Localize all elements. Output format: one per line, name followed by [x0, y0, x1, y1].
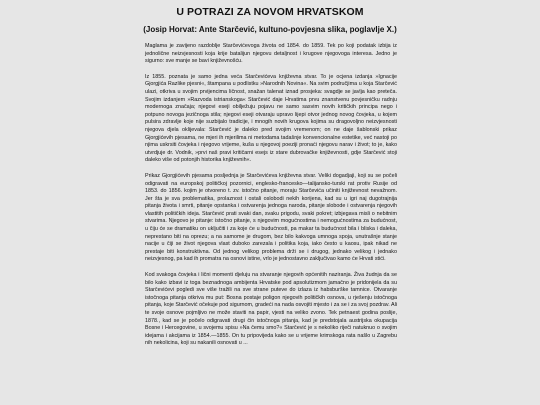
- paragraph-4: Kod svakoga čovjeka i lični momenti djeluju na stvaranje njegovih općenitih naziranja. Živa žudnja da se bilo kako izbavi iz toga beznadnoga ambijenta Hrvatske pod apsolutizmom jamačno je pridonijela da su Starčevićevi pogledi sve više tražili na sve strane puteve do izlaza iz habsburške tamnice. Otvaranje istočnoga pitanja otkriva mu put: Bosna postaje poligon njegovih političkih osnova, u rješenju istočnoga pitanja, koje Starčević očekuje pod sigurnom, gradeći na nada osvojiti mjesto i za se i za svoj pozdrav. Ali te svoje osnove pojmljivo ne može staviti na papir, vjesti na veliko zvono. Tek petnaest godina poslije, 1878., kad se je počelo odigravati drugi čin istočnoga pitanja, kad je predstojala austrijska okupacija Bosne i Hercegovine, u svojemu spisu »Na čemu smo?« Starčević je s nekoliko riječi natuknuo o svojim idejama i akcijama iz 1854.—1855. On tu pripovijeda kako se u vrijeme krimskoga rata našlo u Zagrebu nih nekolicina, koji su nakanili osnovati u ...: [145, 272, 397, 347]
- paragraph-2: Iz 1855. poznata je samo jedna veća Starčevićeva književna stvar. To je ocjena izdanja »Ignacije Gjorgjića Razlike pjesni«, štampana u podlistku »Narodnih Novina«. Na svim područjima u koja Starčević ulazi, otkriva u svojim prvijencima ličnost, snažan talenat iznad prosjeka: svagdje se javlja kao preteča. Svojim izdanjem »Razvoda istrianskoga« Starčević daje Hrvatima prvu znanstvenu povjesničku radnju modernoga značaja; njegovi eseji obilježuju pojavu ne samo sasvim novih kritičkih principa nego i potpuno novoga jezičnoga stila; njegovi eseji otvaraju upravo lijepi otvor jednog novog čovjeka, u kojem pulsira zdravlje koje nije suzbijalo tradicije, i mnogih novih krugova kojima su dragovoljno neizvjesnosti njegova djela oklijevala: Starčević je daleko pred svojim vremenom; on ne daje šablonski prikaz Gjorgjićevih pjesama, ne mjeri ih mjerilima ni metodama tadašnje konvencionalne estetike, već nastoji po njima uskrsiti čovjeka i njegovo vrijeme, kuša u njegovoj poeziji pronaći njegovu narav i život; to je, kako utvrdjuje dr. Vodnik, »prvi naš pravi kritičarni esejs iz stare dubrovačke književnosti, gdje Starčević stoji daleko više od potonjih historika književnih«.: [145, 73, 397, 164]
- article-body: [145, 43, 397, 356]
- paragraph-3: Prikaz Gjorgjićevih pjesama posljednja je Starčevićeva književna stvar. Veliki dogadjaji, koji su se počeli odigravati na europskoj političkoj pozornici, englesko-francesko—talijansko-turski rat protiv Rusije od 1853. do 1856. kojim je otvoreno t. zv. istočno pitanje, moraju Starčevića učiniti književnost nevažnom. Jer šta je sva problematika, prolaznost i ostali oslobodi nekih korijena, kad su u igri naj dugotrajnija pitanja života i smrti, pitanje opstanka i ostvarenja jednoga naroda, pitanje slobode i ostvarenja njegovih vlastitih političkih ideja. Starčević prati svaki dan, svaku prigodu, svaki pokret; izbjegava misli o nebitnim stvarima. Njegovo je pitanje: istočno pitanje, s njegovim mogućnostima i nemogućnostima za budućnost, u čiju će se dramatiku on uključiti i za koje će u budućnosti, pa makar ta budućnost bila i bliska i daleka, neprestano biti na oprezu; a na samome je drugom, bez bilo kakvoga umnoga spoja, unutrašnje stanje nacije u čiji se život njegova vlast duboko zarezala i politika koja, iako često u kaosu, ipak nikad ne prestaje biti konstruktivna. Od jednog velikog problema drži se i drugog, jednako velikog i jednako neizvjesnog, pa kad ih promatra na osnovi istine, vrlo je jednostavno zaključivao kamo će Hrvati stići.: [145, 172, 397, 263]
- page-subtitle: (Josip Horvat: Ante Starčević, kultuno-povjesna slika, poglavlje X.): [143, 25, 397, 34]
- page-title: U POTRAZI ZA NOVOM HRVATSKOM: [176, 6, 364, 18]
- paragraph-1: Maglama je zavijeno razdoblje Starčevićevoga života od 1854. do 1859. Tek po koji podatak izbija iz jednolične neizvjesnosti koja krije batalijun njegovu detaljnost i krugove njegovoga interesa. Jedno je sigurno: sve manje se bavi književnošću.: [145, 43, 397, 65]
